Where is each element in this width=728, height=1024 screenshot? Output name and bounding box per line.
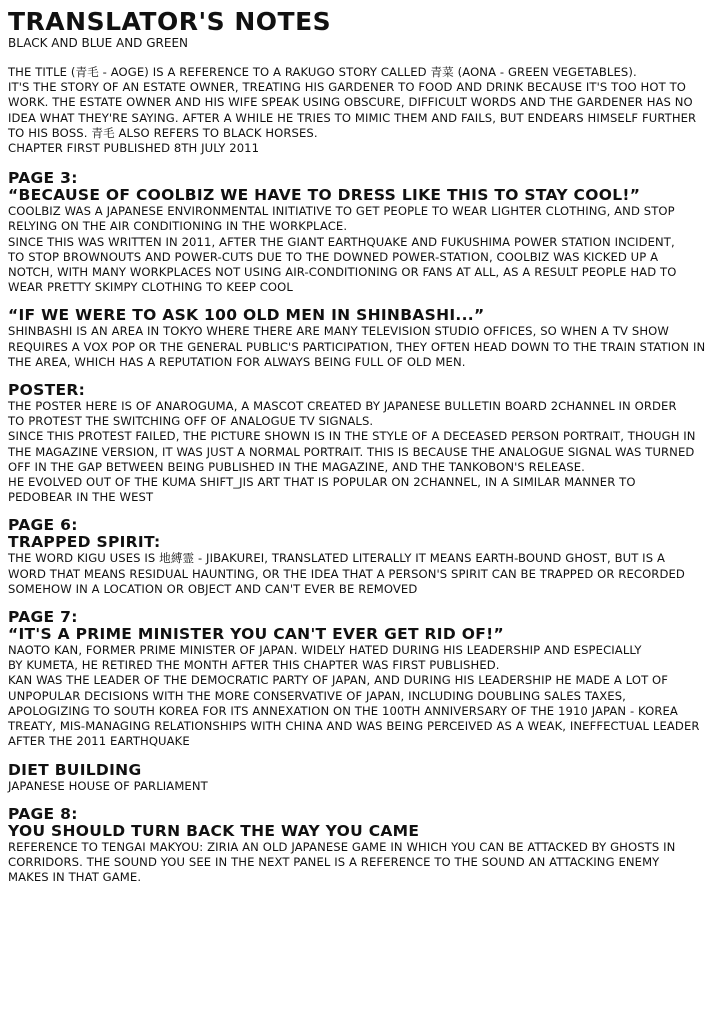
section-heading: “IT'S A PRIME MINISTER YOU CAN'T EVER GET RID OF!” xyxy=(8,625,504,644)
section-heading: PAGE 8: xyxy=(8,804,78,823)
body-line: THE MAGAZINE VERSION, IT WAS JUST A NORMAL PORTRAIT. THIS IS BECAUSE THE ANALOGUE SIGNAL WAS TURNED xyxy=(8,444,695,459)
intro-line: CHAPTER FIRST PUBLISHED 8TH JULY 2011 xyxy=(8,141,260,156)
section-heading: PAGE 3: xyxy=(8,169,78,188)
section-body xyxy=(8,204,718,295)
spacer xyxy=(8,156,718,170)
body-line: SHINBASHI IS AN AREA IN TOKYO WHERE THERE ARE MANY TELEVISION STUDIO OFFICES, SO WHEN A TV SHOW xyxy=(8,324,669,339)
body-line: OFF IN THE GAP BETWEEN BEING PUBLISHED IN THE MAGAZINE, AND THE TANKOBON'S RELEASE. xyxy=(8,459,585,474)
body-line: REFERENCE TO TENGAI MAKYOU: ZIRIA AN OLD JAPANESE GAME IN WHICH YOU CAN BE ATTACKED BY GHOSTS IN xyxy=(8,839,676,854)
body-line: TREATY, MIS-MANAGING RELATIONSHIPS WITH CHINA AND WAS BEING PERCEIVED AS A WEAK, INEFFECTUAL LEADER xyxy=(8,719,700,734)
body-line: HE EVOLVED OUT OF THE KUMA SHIFT_JIS ART THAT IS POPULAR ON 2CHANNEL, IN A SIMILAR MANNER TO xyxy=(8,475,636,490)
intro-line: THE TITLE (青毛 - AOGE) IS A REFERENCE TO A RAKUGO STORY CALLED 青菜 (AONA - GREEN VEGETABLES). xyxy=(8,65,637,79)
chapter-subtitle: BLACK AND BLUE AND GREEN xyxy=(8,36,189,50)
body-line: NOTCH, WITH MANY WORKPLACES NOT USING AIR-CONDITIONING OR FANS AT ALL, AS A RESULT PEOPLE HAD TO xyxy=(8,265,677,280)
section-body xyxy=(8,643,718,749)
section-body xyxy=(8,399,718,505)
intro-line: TO HIS BOSS. 青毛 ALSO REFERS TO BLACK HORSES. xyxy=(8,125,318,140)
body-line: KAN WAS THE LEADER OF THE DEMOCRATIC PARTY OF JAPAN, AND DURING HIS LEADERSHIP HE MADE A LOT OF xyxy=(8,673,669,688)
body-line: BY KUMETA, HE RETIRED THE MONTH AFTER THIS CHAPTER WAS FIRST PUBLISHED. xyxy=(8,658,500,673)
body-line: WEAR PRETTY SKIMPY CLOTHING TO KEEP COOL xyxy=(8,280,293,295)
spacer xyxy=(8,750,718,762)
spacer xyxy=(8,370,718,382)
intro-paragraph xyxy=(8,65,718,156)
body-line: THE AREA, WHICH HAS A REPUTATION FOR ALWAYS BEING FULL OF OLD MEN. xyxy=(8,354,466,369)
body-line: SOMEHOW IN A LOCATION OR OBJECT AND CAN'T EVER BE REMOVED xyxy=(8,581,418,596)
spacer xyxy=(8,51,718,65)
body-line: RELYING ON THE AIR CONDITIONING IN THE WORKPLACE. xyxy=(8,219,348,234)
section-body xyxy=(8,779,718,794)
body-line: UNPOPULAR DECISIONS WITH THE MORE CONSERVATIVE OF JAPAN, INCLUDING DOUBLING SALES TAXES, xyxy=(8,688,626,703)
body-line: SINCE THIS PROTEST FAILED, THE PICTURE SHOWN IS IN THE STYLE OF A DECEASED PERSON PORTRAIT, THOUGH IN xyxy=(8,429,696,444)
spacer xyxy=(8,597,718,609)
body-line: WORD THAT MEANS RESIDUAL HAUNTING, OR THE IDEA THAT A PERSON'S SPIRIT CAN BE TRAPPED OR RECORDED xyxy=(8,566,685,581)
section-heading: “IF WE WERE TO ASK 100 OLD MEN IN SHINBASHI...” xyxy=(8,306,485,325)
body-line: THE WORD KIGU USES IS 地縛霊 - JIBAKUREI, TRANSLATED LITERALLY IT MEANS EARTH-BOUND GHOST, BUT IS A xyxy=(8,551,665,566)
section-body xyxy=(8,324,718,370)
intro-line: WORK. THE ESTATE OWNER AND HIS WIFE SPEAK USING OBSCURE, DIFFICULT WORDS AND THE GARDENER HAS NO xyxy=(8,95,693,110)
section-heading: DIET BUILDING xyxy=(8,760,142,779)
body-line: TO STOP BROWNOUTS AND POWER-CUTS DUE TO THE DOWNED POWER-STATION, COOLBIZ WAS KICKED UP A xyxy=(8,249,659,264)
intro-line: IDEA WHAT THEY'RE SAYING. AFTER A WHILE HE TRIES TO MIMIC THEM AND FAILS, BUT ENDEARS HIMSELF FURTHER xyxy=(8,110,697,125)
section-heading: POSTER: xyxy=(8,381,86,400)
section-body xyxy=(8,551,718,597)
body-line: MAKES IN THAT GAME. xyxy=(8,870,142,885)
page-title: TRANSLATOR'S NOTES xyxy=(8,7,332,36)
body-line: THE POSTER HERE IS OF ANAROGUMA, A MASCOT CREATED BY JAPANESE BULLETIN BOARD 2CHANNEL IN ORDER xyxy=(8,399,677,414)
section-heading: TRAPPED SPIRIT: xyxy=(8,533,161,552)
body-line: PEDOBEAR IN THE WEST xyxy=(8,490,154,505)
spacer xyxy=(8,794,718,806)
section-heading: “BECAUSE OF COOLBIZ WE HAVE TO DRESS LIKE THIS TO STAY COOL!” xyxy=(8,186,641,205)
section-heading: PAGE 7: xyxy=(8,608,78,627)
section-body xyxy=(8,840,718,886)
body-line: APOLOGIZING TO SOUTH KOREA FOR ITS ANNEXATION ON THE 100TH ANNIVERSARY OF THE 1910 JAPAN - KOREA xyxy=(8,703,678,718)
body-line: AFTER THE 2011 EARTHQUAKE xyxy=(8,734,190,749)
intro-line: IT'S THE STORY OF AN ESTATE OWNER, TREATING HIS GARDENER TO FOOD AND DRINK BECAUSE IT'S TOO HOT TO xyxy=(8,80,686,95)
section-heading: YOU SHOULD TURN BACK THE WAY YOU CAME xyxy=(8,821,420,840)
body-line: TO PROTEST THE SWITCHING OFF OF ANALOGUE TV SIGNALS. xyxy=(8,414,374,429)
body-line: CORRIDORS. THE SOUND YOU SEE IN THE NEXT PANEL IS A REFERENCE TO THE SOUND AN ATTACKING ENEMY xyxy=(8,854,660,869)
body-line: COOLBIZ WAS A JAPANESE ENVIRONMENTAL INITIATIVE TO GET PEOPLE TO WEAR LIGHTER CLOTHING, AND STOP xyxy=(8,204,675,219)
section-heading: PAGE 6: xyxy=(8,516,78,535)
body-line: NAOTO KAN, FORMER PRIME MINISTER OF JAPAN. WIDELY HATED DURING HIS LEADERSHIP AND ESPECIALLY xyxy=(8,643,642,658)
body-line: JAPANESE HOUSE OF PARLIAMENT xyxy=(8,778,208,793)
body-line: REQUIRES A VOX POP OR THE GENERAL PUBLIC'S PARTICIPATION, THEY OFTEN HEAD DOWN TO THE TRAIN STATION IN xyxy=(8,339,706,354)
spacer xyxy=(8,505,718,517)
body-line: SINCE THIS WAS WRITTEN IN 2011, AFTER THE GIANT EARTHQUAKE AND FUKUSHIMA POWER STATION INCIDENT, xyxy=(8,234,675,249)
